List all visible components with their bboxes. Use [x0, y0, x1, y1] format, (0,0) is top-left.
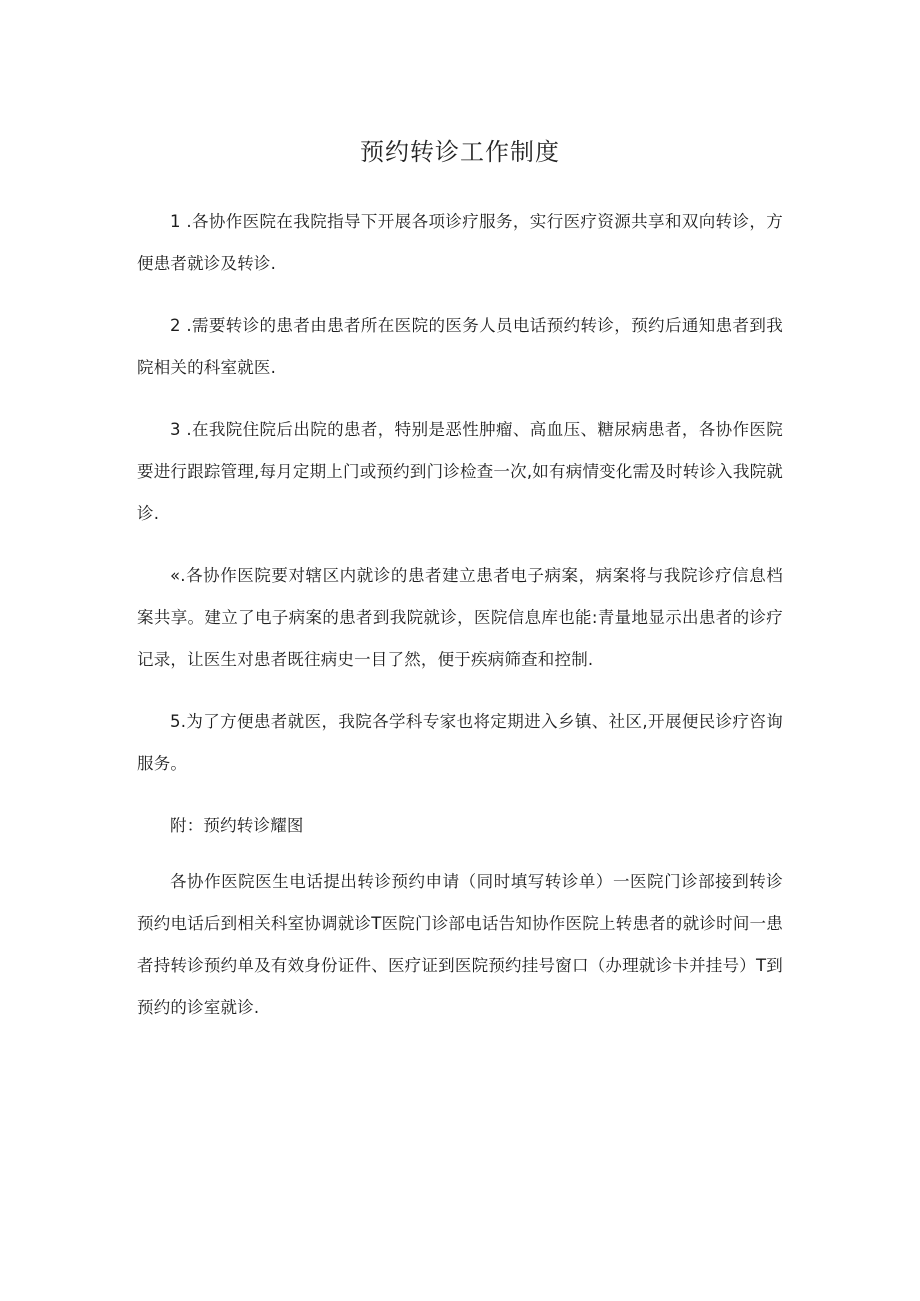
- paragraph-item-1: 1 .各协作医院在我院指导下开展各项诊疗服务，实行医疗资源共享和双向转诊，方便患者就诊及转诊.: [137, 212, 783, 273]
- appendix-flow-text: 各协作医院医生电话提出转诊预约申请（同时填写转诊单）一医院门诊部接到转诊预约电话后到相关科室协调就诊T医院门诊部电话告知协作医院上转患者的就诊时间一患者持转诊预约单及有效身份证件、医疗证到医院预约挂号窗口（办理就诊卡并挂号）T到预约的诊室就诊.: [137, 872, 783, 1017]
- paragraph-item-3: 3 .在我院住院后出院的患者，特别是恶性肿瘤、高血压、糖尿病患者，各协作医院要进行跟踪管理,每月定期上门或预约到门诊检查一次,如有病情变化需及时转诊入我院就诊.: [137, 420, 783, 523]
- document-title: 预约转诊工作制度: [360, 138, 560, 166]
- paragraph-item-2: 2 .需要转诊的患者由患者所在医院的医务人员电话预约转诊，预约后通知患者到我院相关的科室就医.: [137, 316, 783, 377]
- paragraph-item-5: 5.为了方便患者就医，我院各学科专家也将定期进入乡镇、社区,开展便民诊疗咨询服务。: [137, 712, 783, 773]
- appendix-heading: 附：预约转诊耀图: [170, 816, 304, 835]
- paragraph-item-4: «.各协作医院要对辖区内就诊的患者建立患者电子病案，病案将与我院诊疗信息档案共享。建立了电子病案的患者到我院就诊，医院信息库也能:青量地显示出患者的诊疗记录，让医生对患者既往病史一目了然，便于疾病筛查和控制.: [137, 566, 783, 669]
